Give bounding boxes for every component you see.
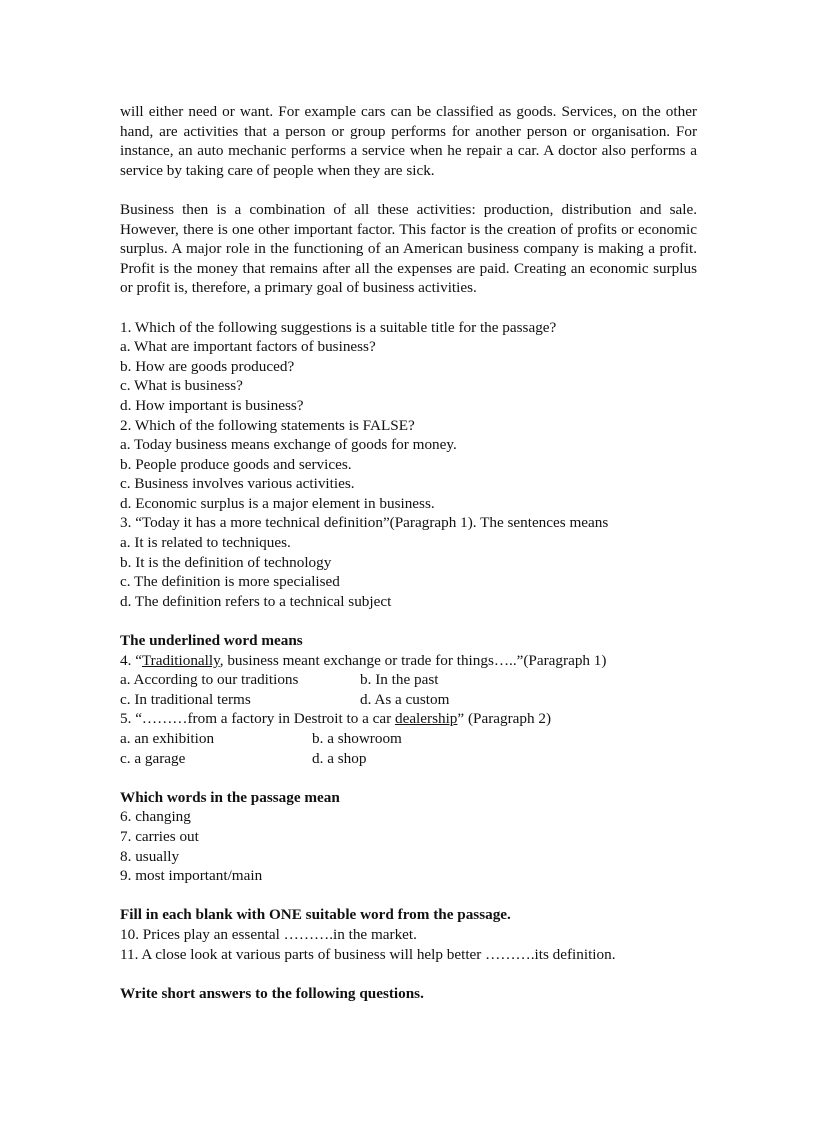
option: c. What is business?	[120, 377, 243, 395]
option: a. Today business means exchange of goods for money.	[120, 436, 457, 454]
question-2: 2. Which of the following statements is FALSE?	[120, 416, 415, 434]
list-item: 9. most important/main	[120, 867, 263, 885]
option: d. Economic surplus is a major element in business.	[120, 494, 435, 512]
option: b. People produce goods and services.	[120, 455, 352, 473]
q5-prefix: 5. “………from a factory in Destroit to a car	[120, 710, 395, 728]
q5-options-row	[120, 729, 697, 749]
option: d. a shop	[312, 749, 367, 767]
option: a. What are important factors of business?	[120, 338, 376, 356]
q5-underlined-word: dealership	[394, 710, 458, 728]
option: b. a showroom	[312, 730, 402, 747]
section-heading-words: Which words in the passage mean	[120, 788, 340, 806]
q4-prefix: 4. “	[120, 651, 142, 669]
list-item: 11. A close look at various parts of business will help better ……….its definition.	[120, 945, 616, 963]
option: d. How important is business?	[120, 396, 304, 414]
option: d. As a custom	[360, 690, 450, 708]
q5-suffix: ” (Paragraph 2)	[457, 710, 552, 728]
option: b. It is the definition of technology	[120, 553, 332, 571]
passage-paragraph: will either need or want. For example cars can be classified as goods. Services, on the other hand, are activities that a person or group performs for another person or organisation. For instance, an auto mechanic performs a service when he repair a car. A doctor also performs a service by taking care of people when they are sick.	[120, 103, 697, 179]
passage-paragraph: Business then is a combination of all these activities: production, distribution and sale. However, there is one other important factor. This factor is the creation of profits or economic surplus. A major role in the functioning of an American business company is making a profit. Profit is the money that remains after all the expenses are paid. Creating an economic surplus or profit is, therefore, a primary goal of business activities.	[120, 200, 697, 297]
option: c. Business involves various activities.	[120, 475, 355, 493]
list-item: 6. changing	[120, 808, 191, 826]
option: d. The definition refers to a technical subject	[120, 592, 392, 610]
list-item: 7. carries out	[120, 827, 199, 845]
q4-underlined-word: Traditionally	[141, 651, 220, 669]
q4-options-row	[120, 670, 697, 690]
option: b. How are goods produced?	[120, 357, 295, 375]
q4-options-row	[120, 690, 697, 710]
option: a. an exhibition	[120, 730, 215, 747]
question-5	[120, 709, 697, 729]
option: c. In traditional terms	[120, 690, 251, 708]
option: a. According to our traditions	[120, 671, 299, 689]
q5-options-row	[120, 749, 697, 769]
option: c. The definition is more specialised	[120, 573, 340, 591]
question-4	[120, 651, 697, 671]
q4-suffix: , business meant exchange or trade for things…..”(Paragraph 1)	[219, 651, 607, 669]
question-3: 3. “Today it has a more technical definition”(Paragraph 1). The sentences means	[120, 514, 609, 532]
document-page	[120, 102, 697, 1003]
option: c. a garage	[120, 749, 186, 767]
question-1: 1. Which of the following suggestions is a suitable title for the passage?	[120, 318, 557, 336]
option: b. In the past	[360, 671, 439, 689]
section-heading-underlined: The underlined word means	[120, 632, 303, 650]
list-item: 10. Prices play an essental ……….in the market.	[120, 925, 417, 943]
option: a. It is related to techniques.	[120, 534, 291, 552]
list-item: 8. usually	[120, 847, 180, 865]
section-heading-short: Write short answers to the following questions.	[120, 984, 424, 1002]
section-heading-fill: Fill in each blank with ONE suitable word from the passage.	[120, 906, 511, 924]
